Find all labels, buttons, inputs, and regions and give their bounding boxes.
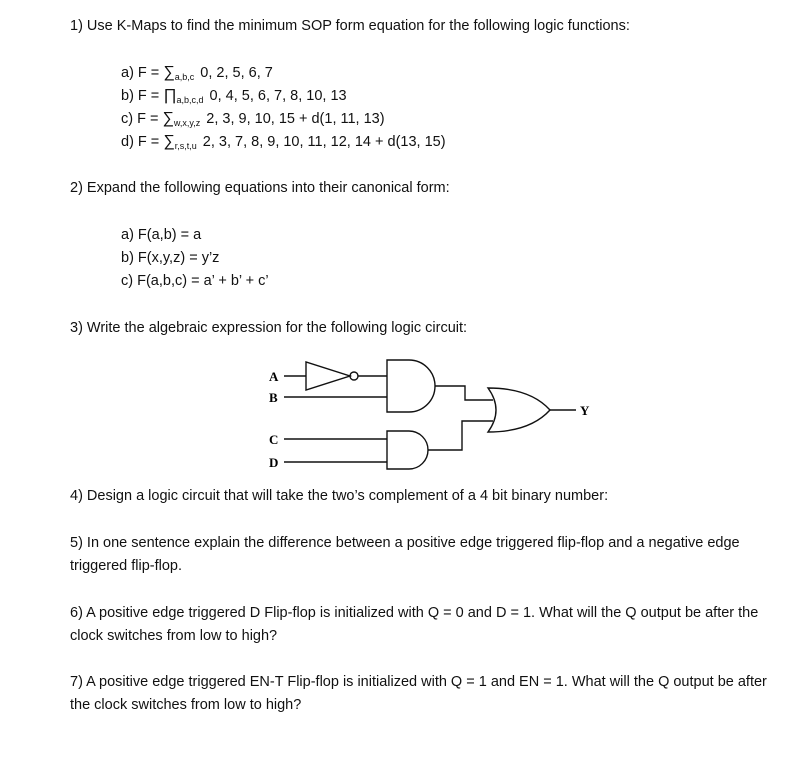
sigma-symbol: ∑ <box>162 110 174 127</box>
and-gate-lower <box>387 431 428 469</box>
q1-item-prefix: b) F = <box>121 88 164 104</box>
q2-item-a: a) F(a,b) = a <box>121 227 202 243</box>
logic-circuit-diagram <box>262 352 612 480</box>
question-1: 1) Use K-Maps to find the minimum SOP form equation for the following logic functions: <box>70 18 630 34</box>
q1-item-terms: 0, 4, 5, 6, 7, 8, 10, 13 <box>205 88 347 104</box>
sigma-symbol: ∑ <box>163 133 175 150</box>
q1-item-vars: a,b,c,d <box>176 95 204 105</box>
and-gate-upper <box>387 360 435 412</box>
output-y-label: Y <box>580 403 590 418</box>
q2-item-c: c) F(a,b,c) = a’ + b’ + c’ <box>121 273 269 289</box>
q2-item-b: b) F(x,y,z) = y’z <box>121 250 220 266</box>
q1-item-prefix: c) F = <box>121 111 163 127</box>
input-a-label: A <box>269 369 279 384</box>
q1-item-d <box>121 132 446 153</box>
q1-item-prefix: d) F = <box>121 134 164 150</box>
question-5: 5) In one sentence explain the difference between a positive edge triggered flip-flop and a negative edge triggered flip-flop. <box>70 535 740 574</box>
question-4: 4) Design a logic circuit that will take the two’s complement of a 4 bit binary number: <box>70 488 609 504</box>
q1-item-vars: a,b,c <box>174 72 195 82</box>
wire-and-lower-out <box>428 421 493 450</box>
question-6: 6) A positive edge triggered D Flip-flop is initialized with Q = 0 and D = 1. What will the Q output be after the clock switches from low to high? <box>70 605 759 644</box>
question-2: 2) Expand the following equations into their canonical form: <box>70 180 450 196</box>
q1-item-c <box>121 109 385 130</box>
sigma-symbol: ∑ <box>163 64 175 81</box>
question-3: 3) Write the algebraic expression for the following logic circuit: <box>70 320 468 336</box>
wire-and-upper-out <box>435 386 493 400</box>
input-b-label: B <box>269 390 278 405</box>
q1-item-vars: r,s,t,u <box>174 141 197 151</box>
q1-item-vars: w,x,y,z <box>173 118 201 128</box>
input-d-label: D <box>269 455 279 470</box>
not-gate <box>306 362 350 390</box>
input-c-label: C <box>269 432 279 447</box>
q1-item-terms: 2, 3, 9, 10, 15 + d(1, 11, 13) <box>202 111 385 127</box>
q1-item-terms: 0, 2, 5, 6, 7 <box>196 65 273 81</box>
or-gate <box>488 388 550 432</box>
q1-item-b <box>121 86 347 107</box>
q1-item-prefix: a) F = <box>121 65 164 81</box>
q1-item-terms: 2, 3, 7, 8, 9, 10, 11, 12, 14 + d(13, 15) <box>198 134 446 150</box>
pi-symbol: ∏ <box>163 87 177 104</box>
q1-item-a <box>121 63 273 84</box>
question-7: 7) A positive edge triggered EN-T Flip-flop is initialized with Q = 1 and EN = 1. What will the Q output be after the clock switches from low to high? <box>70 674 767 713</box>
